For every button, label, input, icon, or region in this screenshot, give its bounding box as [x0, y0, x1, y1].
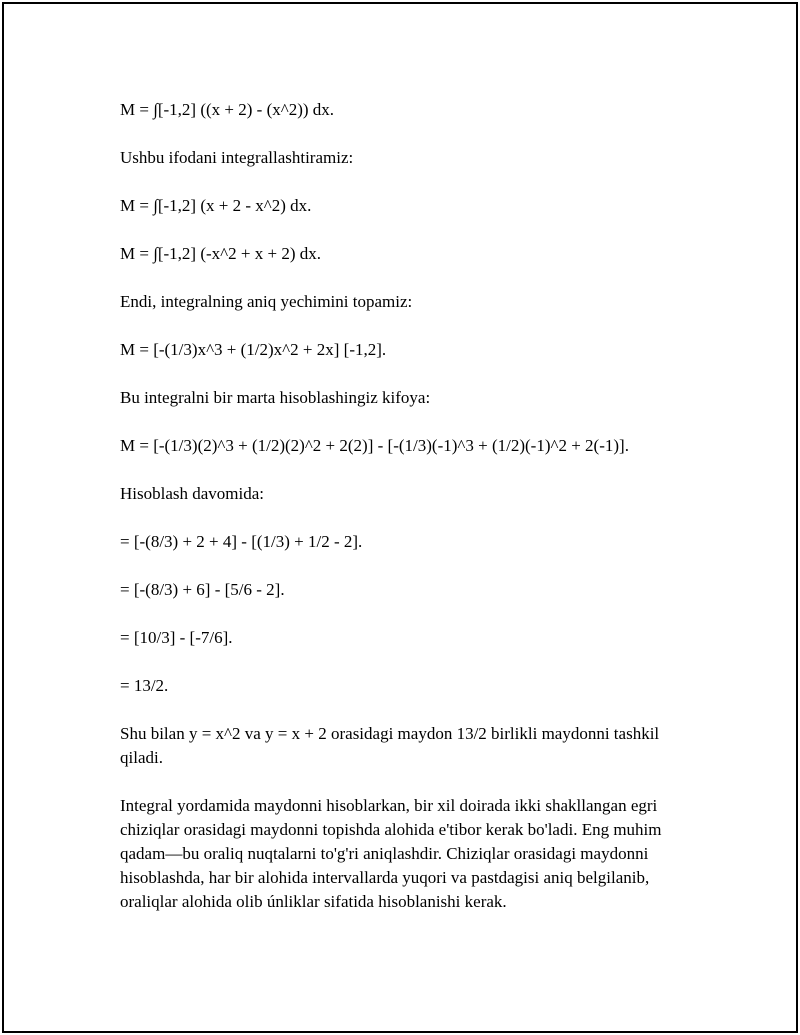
- text-integrate-intro: Ushbu ifodani integrallashtiramiz:: [120, 148, 354, 167]
- text-explanation: Integral yordamida maydonni hisoblarkan, bir xil doirada ikki shakllangan egri chiziqlar orasidagi maydonni topishda alohida e'tibor kerak bo'ladi. Eng muhim qadam—bu oraliq nuqtalarni to'g'ri aniqlashdir. Chiziqlar orasidagi maydonni hisoblashda, har bir alohida intervallarda yuqori va pastdagisi aniq belgilanib, oraliqlar alohida olib únliklar sifatida hisoblanishi kerak.: [120, 796, 662, 911]
- equation-antiderivative: M = [-(1/3)x^3 + (1/2)x^2 + 2x] [-1,2].: [120, 340, 387, 359]
- page-border: [2, 2, 798, 1033]
- equation-integral-simplified: M = ∫[-1,2] (x + 2 - x^2) dx.: [120, 196, 312, 215]
- text-calculation-heading: Hisoblash davomida:: [120, 484, 265, 503]
- text-compute-once: Bu integralni bir marta hisoblashingiz kifoya:: [120, 388, 431, 407]
- document-body: [120, 98, 680, 938]
- equation-step-1: = [-(8/3) + 2 + 4] - [(1/3) + 1/2 - 2].: [120, 532, 363, 551]
- equation-evaluate-bounds: M = [-(1/3)(2)^3 + (1/2)(2)^2 + 2(2)] - [-(1/3)(-1)^3 + (1/2)(-1)^2 + 2(-1)].: [120, 436, 629, 455]
- equation-result: = 13/2.: [120, 676, 169, 695]
- equation-integral-reordered: M = ∫[-1,2] (-x^2 + x + 2) dx.: [120, 244, 321, 263]
- equation-step-3: = [10/3] - [-7/6].: [120, 628, 233, 647]
- text-exact-solution-intro: Endi, integralning aniq yechimini topamiz:: [120, 292, 413, 311]
- equation-integral-setup: M = ∫[-1,2] ((x + 2) - (x^2)) dx.: [120, 100, 335, 119]
- text-conclusion: Shu bilan y = x^2 va y = x + 2 orasidagi maydon 13/2 birlikli maydonni tashkil qiladi.: [120, 724, 660, 767]
- equation-step-2: = [-(8/3) + 6] - [5/6 - 2].: [120, 580, 285, 599]
